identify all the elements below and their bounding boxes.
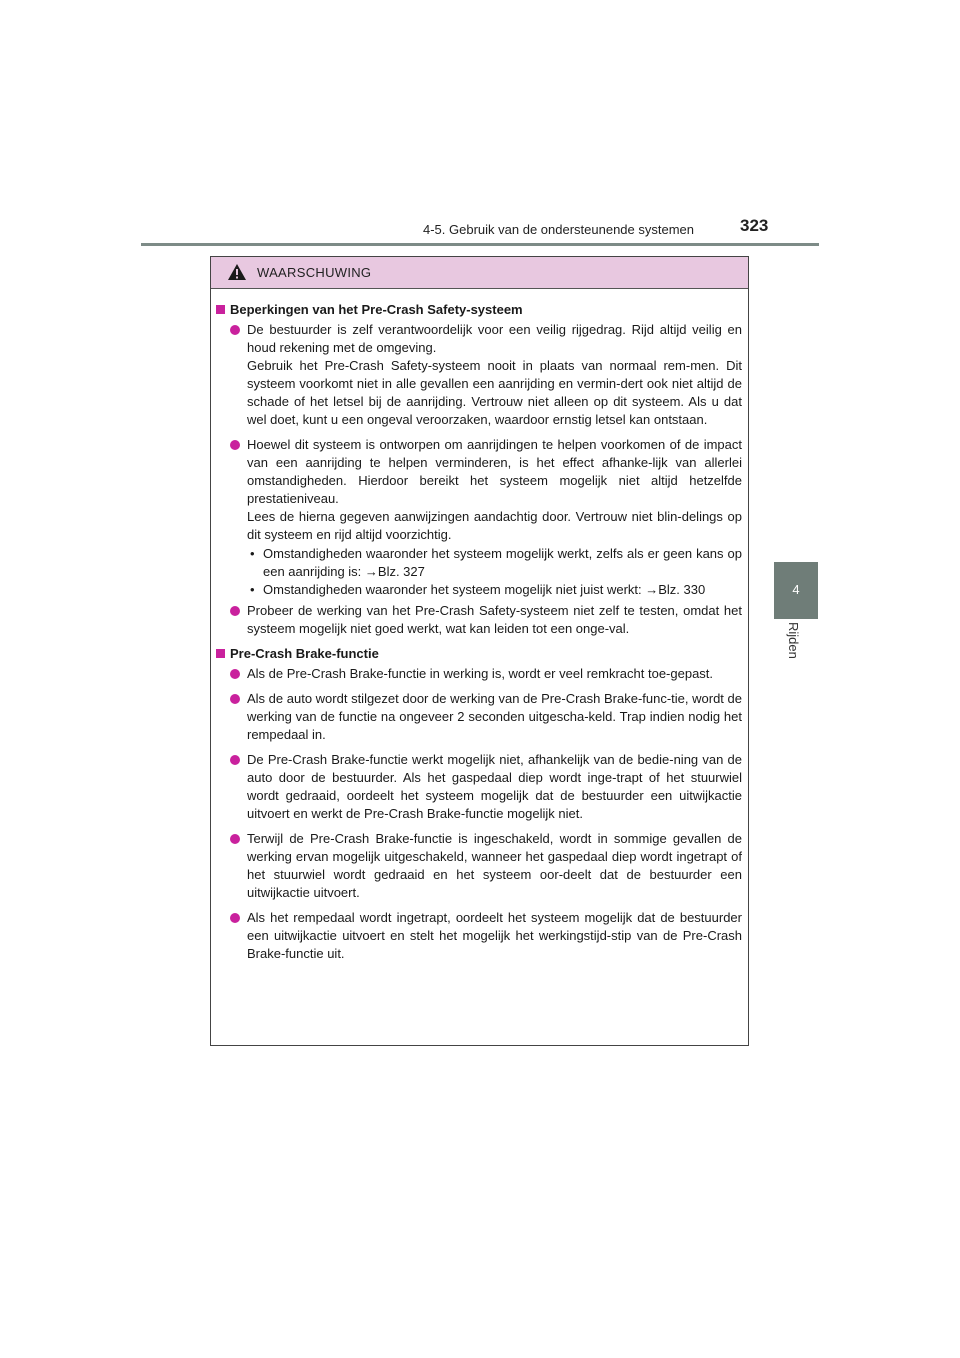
round-bullet-icon <box>230 694 240 704</box>
page-number: 323 <box>740 216 769 235</box>
chapter-number: 4 <box>792 582 800 597</box>
round-bullet-icon <box>230 755 240 765</box>
header-divider <box>141 243 819 246</box>
sub-list-item: • Omstandigheden waaronder het systeem mogelijk niet juist werkt: →Blz. 330 <box>250 582 706 597</box>
warning-triangle-icon <box>227 263 247 286</box>
round-bullet-icon <box>230 834 240 844</box>
header-section-title: 4-5. Gebruik van de ondersteunende systemen <box>423 222 695 237</box>
list-item: Als het rempedaal wordt ingetrapt, oordeelt het systeem mogelijk dat de bestuurder een uitwijkactie uitvoert en stelt het mogelijk het werkingstijd-stip van de Pre-Crash Brake-functie uit. <box>216 909 742 963</box>
warning-box <box>210 256 749 1046</box>
sub-list <box>216 545 742 599</box>
list-item: Als de Pre-Crash Brake-functie in werking is, wordt er veel remkracht toe-gepast. <box>216 665 742 683</box>
square-bullet-icon <box>216 649 225 658</box>
chapter-tab[interactable] <box>774 562 818 619</box>
round-bullet-icon <box>230 669 240 679</box>
list-item: Hoewel dit systeem is ontworpen om aanrijdingen te helpen voorkomen of de impact van een aanrijding te helpen verminderen, is het effect afhanke-lijk van allerlei omstandigheden. Hierdoor bereikt het systeem mogelijk niet altijd hetzelfde prestatieniveau. Lees de hierna gegeven aanwijzingen aandachtig door. Vertrouw niet blin-delings op dit systeem en rijd altijd voorzichtig. <box>216 436 742 544</box>
list-item: Als de auto wordt stilgezet door de werking van de Pre-Crash Brake-func-tie, wordt de werking van de functie na ongeveer 2 seconden uitgescha-keld. Trap indien nodig het rempedaal in. <box>216 690 742 744</box>
list-item: De bestuurder is zelf verantwoordelijk voor een veilig rijgedrag. Rijd altijd veilig en houd rekening met de omgeving. Gebruik het Pre-Crash Safety-systeem nooit in plaats van normaal rem-men. Dit systeem voorkomt niet in alle gevallen een aanrijding en vermin-dert ook niet altijd de schade of het letsel bij de aanrijding. Vertrouw niet alleen op dit systeem. Als u dat wel doet, kunt u een ongeval veroorzaken, waardoor ernstig letsel kan ontstaan. <box>216 321 742 429</box>
section-title: Beperkingen van het Pre-Crash Safety-systeem <box>216 301 742 319</box>
square-bullet-icon <box>216 305 225 314</box>
round-bullet-icon <box>230 440 240 450</box>
warning-title: WAARSCHUWING <box>257 265 372 280</box>
warning-body <box>211 289 748 963</box>
list-item: Probeer de werking van het Pre-Crash Safety-systeem niet zelf te testen, omdat het systeem mogelijk niet goed werkt, wat kan leiden tot een onge-val. <box>216 602 742 638</box>
section-title: Pre-Crash Brake-functie <box>216 645 742 663</box>
round-bullet-icon <box>230 606 240 616</box>
round-bullet-icon <box>230 913 240 923</box>
list-item: Terwijl de Pre-Crash Brake-functie is ingeschakeld, wordt in sommige gevallen de werking ervan mogelijk uitgeschakeld, wanneer het gaspedaal diep wordt ingetrapt of het stuurwiel wordt gedraaid en het systeem oor-deelt dat de bestuurder een uitwijkactie uitvoert. <box>216 830 742 902</box>
chapter-label: Rijden <box>786 622 801 659</box>
sub-list-item: • Omstandigheden waaronder het systeem mogelijk werkt, zelfs als er geen kans op een aanrijding is: →Blz. 327 <box>250 546 742 579</box>
list-item: De Pre-Crash Brake-functie werkt mogelijk niet, afhankelijk van de bedie-ning van de auto door de bestuurder. Als het gaspedaal diep wordt inge-trapt of het stuurwiel wordt gedraaid, oordeelt het systeem mogelijk dat de bestuurder een uitwijkactie uitvoert en werkt de Pre-Crash Brake-functie mogelijk niet. <box>216 751 742 823</box>
warning-header <box>211 257 748 289</box>
round-bullet-icon <box>230 325 240 335</box>
